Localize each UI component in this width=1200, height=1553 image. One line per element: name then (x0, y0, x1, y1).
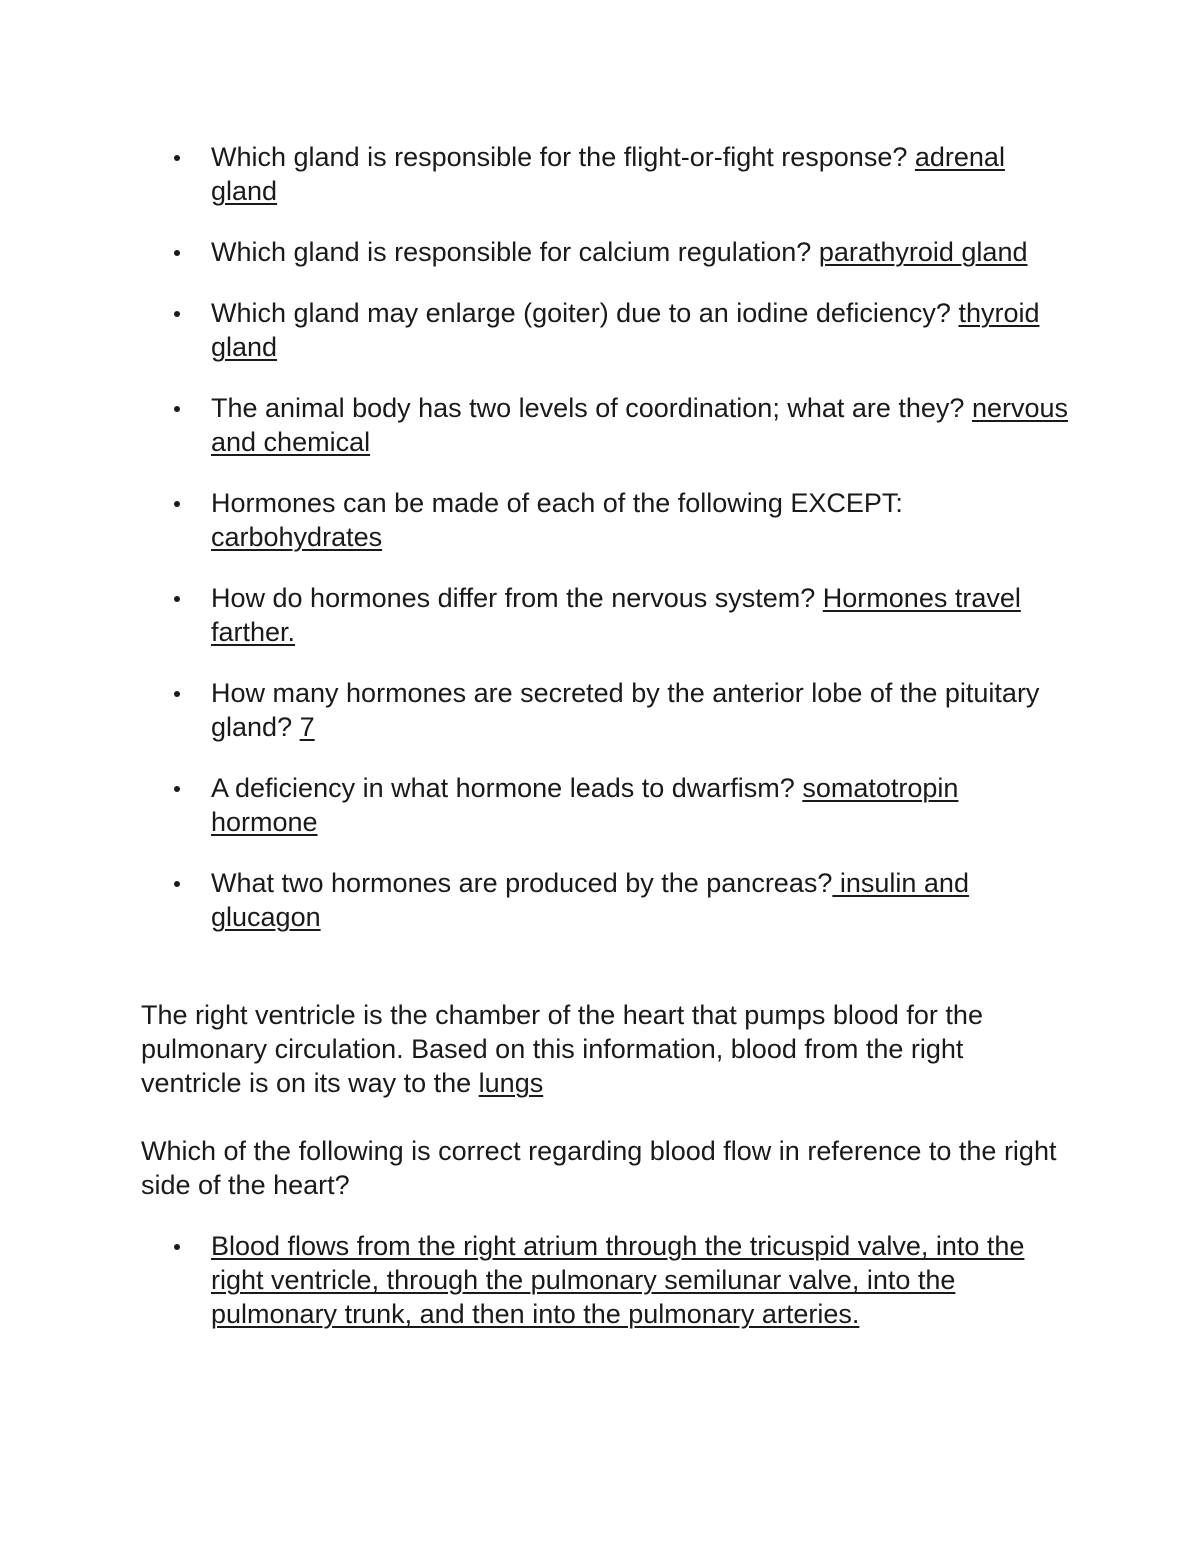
list-item (141, 581, 1071, 649)
bullet-icon (174, 250, 180, 256)
bullet-icon (174, 1244, 180, 1250)
list-item (141, 486, 1071, 554)
bullet-icon (174, 311, 180, 317)
list-item (141, 235, 1071, 269)
answer-text: carbohydrates (211, 522, 383, 552)
answer-text: nervous and chemical (211, 393, 1069, 457)
list-item (141, 771, 1071, 839)
bullet-icon (174, 501, 180, 507)
question-list (141, 140, 1071, 961)
answer-text: 7 (299, 712, 315, 742)
list-item (141, 140, 1071, 208)
paragraph-blood-flow-question (141, 1134, 1071, 1202)
list-item (141, 1229, 1071, 1331)
bullet-icon (174, 786, 180, 792)
list-item (141, 296, 1071, 364)
answer-text: parathyroid gland (818, 237, 1028, 267)
question-text: What two hormones are produced by the pancreas? (211, 868, 833, 898)
question-text: Hormones can be made of each of the following EXCEPT: (211, 488, 903, 518)
question-text: A deficiency in what hormone leads to dwarfism? (211, 773, 795, 803)
answer-text: thyroid gland (211, 298, 1040, 362)
answer-text: insulin and glucagon (211, 868, 969, 932)
list-item (141, 391, 1071, 459)
bullet-icon (174, 155, 180, 161)
paragraph-text: Which of the following is correct regarding blood flow in reference to the right side of the heart? (141, 1136, 1057, 1200)
answer-text: Blood flows from the right atrium through the tricuspid valve, into the right ventricle, through the pulmonary semilunar valve, into the pulmonary trunk, and then into the pulmonary arteries. (211, 1231, 1025, 1329)
question-text: Which gland may enlarge (goiter) due to an iodine deficiency? (211, 298, 951, 328)
answer-text: somatotropin hormone (211, 773, 959, 837)
answer-text: adrenal gland (211, 142, 1005, 206)
question-text: Which gland is responsible for calcium regulation? (211, 237, 812, 267)
answer-list (141, 1229, 1071, 1358)
answer-text: Hormones travel farther. (211, 583, 1021, 647)
question-text: How do hormones differ from the nervous system? (211, 583, 816, 613)
bullet-icon (174, 881, 180, 887)
paragraph-right-ventricle (141, 998, 1071, 1100)
list-item (141, 866, 1071, 934)
question-text: Which gland is responsible for the flight-or-fight response? (211, 142, 908, 172)
answer-text: lungs (478, 1068, 544, 1098)
question-text: The animal body has two levels of coordination; what are they? (211, 393, 965, 423)
bullet-icon (174, 691, 180, 697)
question-text: How many hormones are secreted by the anterior lobe of the pituitary gland? (211, 678, 1040, 742)
bullet-icon (174, 406, 180, 412)
bullet-icon (174, 596, 180, 602)
paragraph-text: The right ventricle is the chamber of the heart that pumps blood for the pulmonary circulation. Based on this information, blood from the right ventricle is on its way to the (141, 1000, 983, 1098)
list-item (141, 676, 1071, 744)
